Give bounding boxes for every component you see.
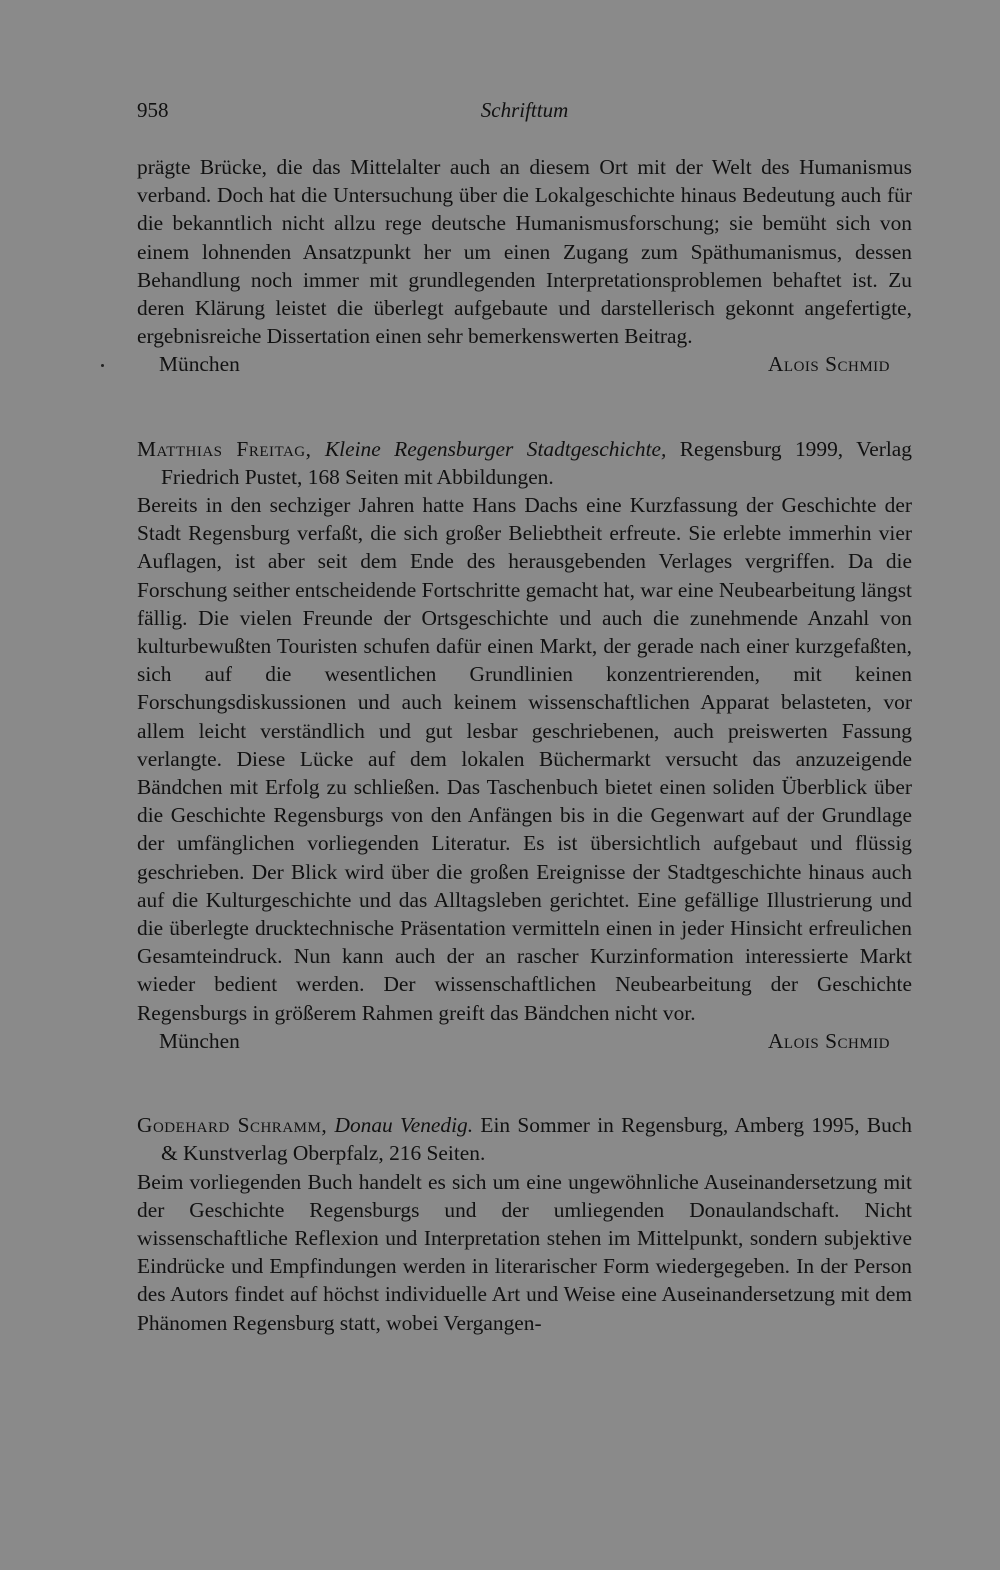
review-body: Bereits in den sechziger Jahren hatte Hans Dachs eine Kurzfassung der Geschichte der Stadt Regensburg verfaßt, die sich großer Beliebtheit erfreute. Sie erlebte immerhin vier Auflagen, ist aber seit dem Ende des herausgebenden Verlages vergriffen. Da die Forschung seither entscheidende Fortschritte gemacht hat, war eine Neubearbeitung längst fällig. Die vielen Freunde der Ortsgeschichte und auch die zunehmende Anzahl von kulturbewußten Touristen schufen dafür einen Markt, der gerade nach einer kurzgefaßten, sich auf die wesentlichen Grundlinien konzentrierenden, mit keinen Forschungsdiskussionen und auch keinem wissenschaftlichen Apparat belasteten, vor allem leicht verständlich und gut lesbar geschriebenen, auch preiswerten Fassung verlangte. Diese Lücke auf dem lokalen Büchermarkt versucht das anzuzeigende Bändchen mit Erfolg zu schließen. Das Taschenbuch bietet einen soliden Überblick über die Geschichte Regensburgs von den Anfängen bis in die Gegenwart auf der Grundlage der umfänglichen vorliegenden Literatur. Es ist übersichtlich aufgebaut und flüssig geschrieben. Der Blick wird über die großen Ereignisse der Stadtgeschichte hinaus auch auf die Kulturgeschichte und das Alltagsleben gerichtet. Eine gefällige Illustrierung und die überlegte drucktechnische Präsentation vermitteln einen in jeder Hinsicht erfreulichen Gesamteindruck. Nun kann auch der an rascher Kurzinformation interessierte Markt wieder bedient werden. Der wissenschaftlichen Neubearbeitung der Geschichte Regensburgs in größerem Rahmen greift das Bändchen nicht vor. xyxy=(137,493,912,1025)
book-details: Regensburg 1999, Verlag Friedrich Pustet, 168 Seiten mit Abbildungen. xyxy=(161,436,912,489)
review-signature xyxy=(137,1027,912,1055)
book-citation xyxy=(137,1111,912,1167)
book-details: Ein Sommer in Regensburg, Amberg 1995, Buch & Kunstverlag Oberpfalz, 216 Seiten. xyxy=(161,1113,912,1166)
stray-ink-dot xyxy=(101,364,104,367)
review-body: prägte Brücke, die das Mittelalter auch an diesem Ort mit der Welt des Humanismus verband. Doch hat die Untersuchung über die Lokalgeschichte hinaus Bedeutung auch für die bekanntlich nicht allzu rege deutsche Humanismusforschung; sie bemüht sich von einem lohnenden Ansatzpunkt her um einen Zugang zum Späthumanismus, dessen Behandlung noch immer mit grundlegenden Interpretationsproblemen behaftet ist. Zu deren Klärung leistet die überlegt aufgebaute und darstellerisch gekonnt angefertigte, ergebnisreiche Dissertation einen sehr bemerkenswerten Beitrag. xyxy=(137,155,912,349)
review-signature xyxy=(137,350,912,378)
review-place: München xyxy=(159,1028,240,1053)
running-head xyxy=(137,98,912,132)
review-schramm xyxy=(137,1111,912,1337)
book-author: Matthias Freitag, xyxy=(137,436,312,461)
reviewer-name: Alois Schmid xyxy=(767,352,890,377)
review-body: Beim vorliegenden Buch handelt es sich um eine ungewöhnliche Auseinandersetzung mit der Geschichte Regensburgs und der umliegenden Donaulandschaft. Nicht wissenschaftliche Reflexion und Interpretation stehen im Mittelpunkt, sondern subjektive Eindrücke und Empfindungen werden in literarischer Form wiedergegeben. In der Person des Autors findet auf höchst individuelle Art und Weise eine Auseinandersetzung mit dem Phänomen Regensburg statt, wobei Vergangen- xyxy=(137,1169,912,1335)
reviewer-name: Alois Schmid xyxy=(767,1028,890,1053)
review-continued xyxy=(137,153,912,379)
book-title: Kleine Regensburger Stadtgeschichte, xyxy=(324,436,667,461)
book-author: Godehard Schramm, xyxy=(137,1113,328,1138)
review-place: München xyxy=(159,352,240,377)
section-title: Schrifttum xyxy=(480,98,569,122)
page-number: 958 xyxy=(137,98,169,122)
review-freitag xyxy=(137,435,912,1055)
book-title: Donau Venedig. xyxy=(334,1113,474,1138)
page xyxy=(137,98,912,1337)
book-citation xyxy=(137,435,912,491)
